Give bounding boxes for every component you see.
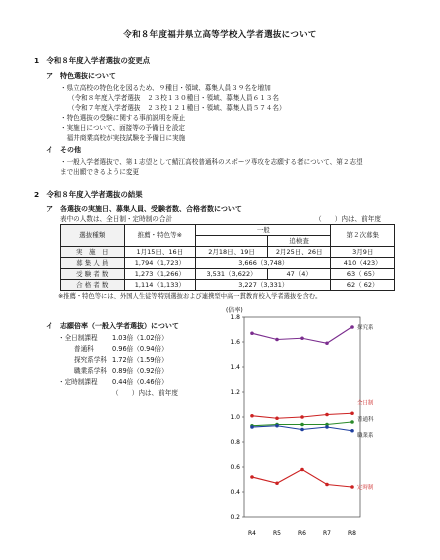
table-cell: 1,114（1,133） (124, 280, 196, 291)
data-point (300, 428, 304, 432)
x-tick-label: R7 (323, 530, 331, 537)
s1-i-line: ・一般入学者選抜で、第１志望として鯖江高校普通科のスポーツ専攻を志願する者について、第２志望 (60, 158, 363, 166)
table-cell: 3月9日 (331, 247, 395, 258)
data-point (350, 429, 354, 433)
data-point (325, 413, 329, 417)
y-tick-label: 1.4 (230, 364, 240, 371)
x-tick-label: R5 (273, 530, 281, 537)
data-point (300, 468, 304, 472)
row-label: 合 格 者 数 (61, 280, 125, 291)
table-row (61, 258, 395, 269)
series-line (252, 327, 352, 343)
x-tick-label: R8 (348, 530, 356, 537)
table-header-row (61, 225, 395, 236)
ratio-label: 探究系学科 (74, 356, 107, 364)
ratio-value: 0.96倍（0.94倍） (112, 345, 168, 353)
table-cell: 3,227（3,331） (196, 280, 331, 291)
data-point (350, 420, 354, 424)
header-cell: 選抜種類 (61, 225, 125, 247)
y-unit-label: (倍率) (226, 307, 243, 314)
data-point (350, 411, 354, 415)
series-label: 探究系 (357, 325, 374, 331)
ratio-value: 1.03倍（1.02倍） (112, 334, 168, 342)
section1-i-heading: イ その他 (46, 146, 81, 154)
section1-a-heading: ア 特色選抜について (46, 72, 116, 80)
y-tick-label: 1.8 (230, 314, 240, 321)
data-point (275, 338, 279, 342)
table-row (61, 269, 395, 280)
series-label: 職業系 (357, 432, 374, 439)
s1-a-line: ・特色選抜の受験に関する事前説明を廃止 (60, 114, 186, 122)
y-tick-label: 0.8 (230, 439, 240, 446)
section1-heading: 1 令和８年度入学者選抜の変更点 (34, 56, 151, 65)
data-point (325, 425, 329, 429)
s1-a-line: （令和７年度入学者選抜 ２３校１２１種目・領域、募集人員５７４名） (68, 104, 286, 112)
ratio-chart-svg (220, 305, 420, 550)
header-cell: 第２次募集 (331, 225, 395, 247)
ratio-value: 1.72倍（1.59倍） (112, 356, 168, 364)
data-point (250, 331, 254, 335)
table-cell: 1,794（1,723） (124, 258, 196, 269)
y-tick-label: 1.2 (230, 389, 240, 396)
header-cell: 追検査 (267, 236, 331, 247)
x-tick-label: R6 (298, 530, 306, 537)
y-tick-label: 0.4 (230, 489, 240, 496)
header-cell: 一般 (196, 225, 331, 236)
ratio-label: ・定時制課程 (58, 378, 98, 386)
table-cell: 2月25日、26日 (267, 247, 331, 258)
y-tick-label: 1.0 (230, 414, 240, 421)
data-point (250, 414, 254, 418)
table-cell: 3,666（3,748） (196, 258, 331, 269)
y-tick-label: 0.6 (230, 464, 240, 471)
table-footnote: ※推薦・特色等には、外国人生徒等特別選抜および連携型中高一貫教育校入学者選抜を含む。 (58, 293, 322, 300)
s1-i-line: まで出願できるように変更 (60, 168, 140, 176)
data-point (300, 415, 304, 419)
data-point (325, 483, 329, 487)
table-cell: 2月18日、19日 (196, 247, 268, 258)
ratio-note: （ ）内は、前年度 (112, 389, 178, 397)
data-point (275, 424, 279, 428)
s1-a-line: ・実施日について、面接等の予備日を設定 (60, 124, 186, 132)
ratio-label: ・全日制課程 (58, 334, 98, 342)
y-tick-label: 0.2 (230, 514, 240, 521)
table-cell: 410（423） (331, 258, 395, 269)
row-label: 実 施 日 (61, 247, 125, 258)
data-point (275, 481, 279, 485)
data-point (350, 325, 354, 329)
data-point (250, 425, 254, 429)
y-tick-label: 1.6 (230, 339, 240, 346)
series-label: 全日制 (357, 400, 374, 407)
s1-a-line: 福井商業高校が実技試験を予備日に実施 (60, 134, 186, 142)
row-label: 受 験 者 数 (61, 269, 125, 280)
table-row (61, 280, 395, 291)
data-point (250, 475, 254, 479)
s1-a-line: ・県立高校の特色化を図るため、９種目・領域、募集人員３９名を増加 (60, 84, 271, 92)
table-cell: 62（ 62） (331, 280, 395, 291)
table-cell: 3,531（3,622） (196, 269, 268, 280)
series-label: 普通科 (357, 417, 374, 423)
ratio-value: 0.89倍（0.92倍） (112, 367, 168, 375)
table-cell: 63（ 65） (331, 269, 395, 280)
ratio-value: 0.44倍（0.46倍） (112, 378, 168, 386)
section2-i-heading: イ 志願倍率（一般入学者選抜）について (46, 322, 179, 330)
x-tick-label: R4 (248, 530, 256, 537)
row-label: 募 集 人 員 (61, 258, 125, 269)
page-title: 令和８年度福井県立高等学校入学者選抜について (123, 30, 317, 40)
table-cell: 47（4） (267, 269, 331, 280)
series-line (252, 470, 352, 488)
series-label: 定時制 (357, 485, 374, 491)
header-cell: 推薦・特色等※ (124, 225, 196, 247)
data-point (275, 416, 279, 420)
section2-heading: 2 令和８年度入学者選抜の結果 (34, 190, 143, 199)
table-cell: 1,273（1,266） (124, 269, 196, 280)
ratio-label: 普通科 (74, 345, 94, 353)
data-point (350, 485, 354, 489)
ratio-label: 職業系学科 (74, 367, 107, 375)
table-cell: 1月15日、16日 (124, 247, 196, 258)
data-point (325, 341, 329, 345)
ratio-chart (220, 305, 420, 550)
section2-a-heading: ア 各選抜の実施日、募集人員、受験者数、合格者数について (46, 205, 242, 213)
selection-results-table (60, 224, 395, 291)
table-paren-note: （ ）内は、前年度 (315, 215, 381, 223)
data-point (300, 423, 304, 427)
s1-a-line: （令和８年度入学者選抜 ２３校１３０種目・領域、募集人員６１３名 (68, 94, 279, 102)
table-note: 表中の人数は、全日制・定時制の合計 (60, 215, 173, 223)
table-row (61, 247, 395, 258)
data-point (300, 336, 304, 340)
